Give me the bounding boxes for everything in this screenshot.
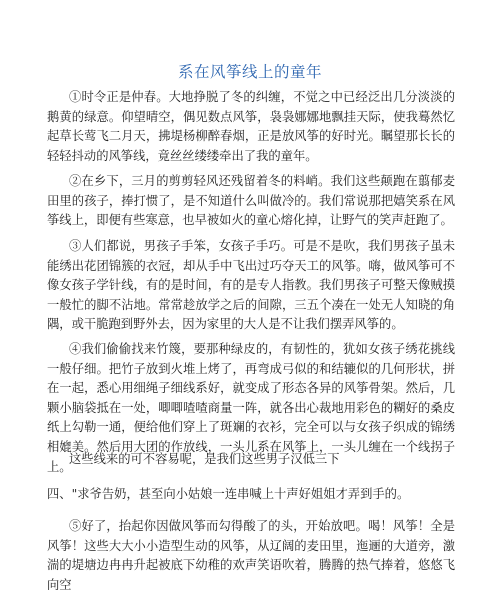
paragraph-4: ④我们偷偷找来竹篾，要那种绿皮的，有韧性的，犹如女孩子绣花挑线一般仔细。把竹子放到火堆上烤了，再弯成弓似的和结辘似的几何形状，拼在一起，悉心用细绳子细线系好，就变成了形态各异的风筝骨架。然后，几颗小脑袋抵在一处，唧唧喳喳商量一阵，就各出心裁地用彩色的糊好的桑皮纸上勾勒一通，便给他们穿上了斑斓的衣衫，完全可以与女孩子织成的锦绣相媲美。然后用大团的作放线，一头儿系在风筝上，一头儿缠在一个线拐子上。 [47,342,455,474]
document-title: 系在风筝线上的童年 [177,63,322,81]
paragraph-6: 四、"求爷告奶，甚至向小姑娘一连串喊上十声好姐姐才弄到手的。 [47,487,410,501]
paragraph-5: 这些线来的可不容易呢，是我们这些男子汉低三下 [69,452,340,466]
paragraph-7: ⑤好了，抬起你因做风筝而勾得酸了的头，开始放吧。喝！风筝！全是风筝！这些大大小小造型生动的风筝，从辽阔的麦田里，迤逦的大道旁，激湍的堤塘边冉冉升起被底下幼稚的欢声笑语吹着，腾腾的热气捧着，悠悠飞向空 [47,519,455,592]
paragraph-1: ①时令正是仲春。大地挣脱了冬的纠缠，不觉之中已经泛出几分淡淡的鹅黄的绿意。仰望晴空，偶见数点风筝，袅袅娜娜地飘挂天际，使我蓦然忆起草长莺飞二月天，拂堤杨柳醉春烟，正是放风筝的好时光。瞩望那长长的轻轻抖动的风筝线，竟丝丝缕缕牵出了我的童年。 [47,90,455,163]
paragraph-3: ③人们都说，男孩子手笨，女孩子手巧。可是不是吹，我们男孩子虽未能绣出花团锦簇的衣冠，却从手中飞出过巧夺天工的风筝。嗨，做风筝可不像女孩子学针线，有的是时间，有的是专人指教。我们男孩子可整天像贼摸一般忙的脚不沾地。常常趁放学之后的间隙，三五个凑在一处无人知晓的角隅，或干脆跑到野外去，因为家里的大人是不让我们摆弄风筝的。 [47,239,455,332]
paragraph-2: ②在乡下，三月的剪剪轻风还残留着冬的料峭。我们这些颠跑在翦郁麦田里的孩子，捧打惯了，是不知道什么叫做冷的。我们常说那把嬉笑系在风筝线上，即便有些寒意，也早被如火的童心熔化掉，让野气的笑声赶跑了。 [47,174,455,228]
